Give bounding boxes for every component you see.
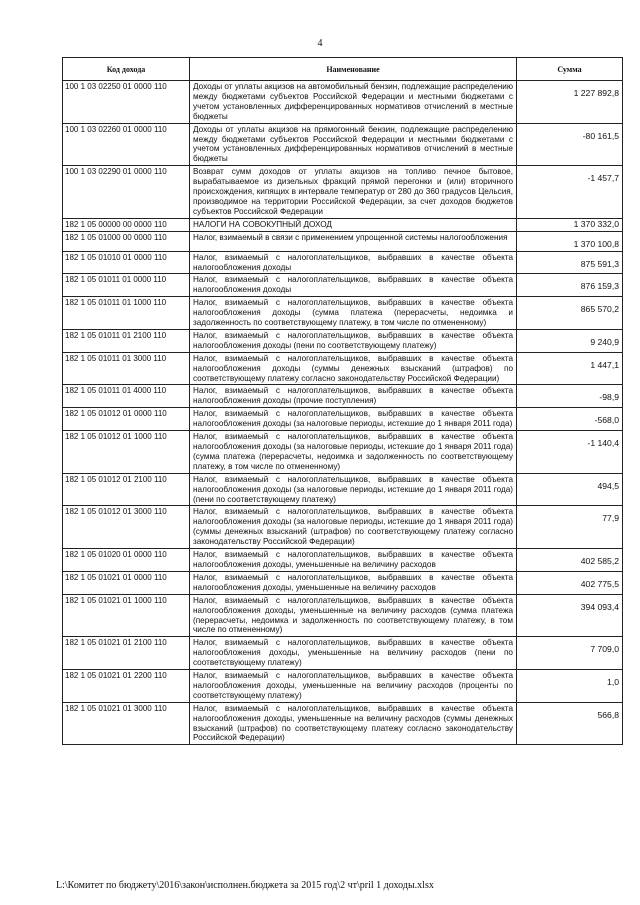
table-row	[63, 506, 623, 549]
table-row	[63, 218, 623, 231]
table-row	[63, 274, 623, 297]
row-sum: 1 447,1	[517, 352, 623, 385]
row-name: Налог, взимаемый с налогоплательщиков, выбравших в качестве объекта налогообложения доходы (суммы денежных взысканий (штрафов) по соответствующему платежу согласно законодательству Российской Федерации)	[190, 352, 517, 385]
row-name: Налог, взимаемый в связи с применением упрощенной системы налогообложения	[190, 231, 517, 251]
row-sum: 865 570,2	[517, 297, 623, 330]
row-code: 182 1 05 00000 00 0000 110	[63, 218, 190, 231]
row-sum: 494,5	[517, 473, 623, 506]
row-code: 182 1 05 01000 00 0000 110	[63, 231, 190, 251]
table-row	[63, 81, 623, 124]
row-name: Доходы от уплаты акцизов на автомобильный бензин, подлежащие распределению между бюджетами субъектов Российской Федерации и местными бюджетами с учетом установленных дифференцированных нормативов отчислений в местные бюджеты	[190, 81, 517, 124]
table-row	[63, 166, 623, 219]
table-row	[63, 637, 623, 670]
table-row	[63, 702, 623, 745]
row-name: Налог, взимаемый с налогоплательщиков, выбравших в качестве объекта налогообложения доходы (за налоговые периоды, истекшие до 1 января 2011 года)	[190, 408, 517, 431]
row-code: 182 1 05 01011 01 1000 110	[63, 297, 190, 330]
row-code: 182 1 05 01012 01 2100 110	[63, 473, 190, 506]
row-sum: 9 240,9	[517, 329, 623, 352]
row-sum: 1 370 332,0	[517, 218, 623, 231]
revenue-table-container	[62, 57, 622, 745]
table-row	[63, 385, 623, 408]
row-sum: 1 227 892,8	[517, 81, 623, 124]
header-code: Код дохода	[63, 58, 190, 81]
row-name: Налог, взимаемый с налогоплательщиков, выбравших в качестве объекта налогообложения доходы	[190, 274, 517, 297]
row-sum: -1 140,4	[517, 431, 623, 474]
row-name: НАЛОГИ НА СОВОКУПНЫЙ ДОХОД	[190, 218, 517, 231]
row-sum: 394 093,4	[517, 594, 623, 637]
row-name: Доходы от уплаты акцизов на прямогонный бензин, подлежащие распределению между бюджетами субъектов Российской Федерации и местными бюджетами с учетом установленных дифференцированных нормативов отчислений в местные бюджеты	[190, 123, 517, 166]
row-sum: -98,9	[517, 385, 623, 408]
table-row	[63, 123, 623, 166]
row-name: Налог, взимаемый с налогоплательщиков, выбравших в качестве объекта налогообложения доходы, уменьшенные на величину расходов (проценты по соответствующему платежу)	[190, 670, 517, 703]
row-code: 182 1 05 01012 01 1000 110	[63, 431, 190, 474]
row-name: Налог, взимаемый с налогоплательщиков, выбравших в качестве объекта налогообложения доходы, уменьшенные на величину расходов (суммы денежных взысканий (штрафов) по соответствующему платежу согласно законодательству Российской Федерации)	[190, 702, 517, 745]
row-code: 182 1 05 01012 01 0000 110	[63, 408, 190, 431]
row-sum: -568,0	[517, 408, 623, 431]
file-path-footer: L:\Комитет по бюджету\2016\закон\исполнен.бюджета за 2015 год\2 чт\pril 1 доходы.xlsx	[56, 880, 434, 891]
row-name: Налог, взимаемый с налогоплательщиков, выбравших в качестве объекта налогообложения доходы	[190, 251, 517, 274]
table-row	[63, 670, 623, 703]
row-name: Налог, взимаемый с налогоплательщиков, выбравших в качестве объекта налогообложения доходы (сумма платежа (перерасчеты, недоимка и задолженность по соответствующему платежу, в том числе по отмененному)	[190, 297, 517, 330]
row-code: 182 1 05 01020 01 0000 110	[63, 549, 190, 572]
row-code: 182 1 05 01021 01 3000 110	[63, 702, 190, 745]
row-sum: 402 775,5	[517, 571, 623, 594]
row-name: Налог, взимаемый с налогоплательщиков, выбравших в качестве объекта налогообложения доходы, уменьшенные на величину расходов (пени по соответствующему платежу)	[190, 637, 517, 670]
row-code: 182 1 05 01021 01 2200 110	[63, 670, 190, 703]
table-row	[63, 549, 623, 572]
row-name: Налог, взимаемый с налогоплательщиков, выбравших в качестве объекта налогообложения доходы, уменьшенные на величину расходов (сумма платежа (перерасчеты, недоимка и задолженность по соответствующему платежу, в том числе по отмененному)	[190, 594, 517, 637]
row-sum: 1,0	[517, 670, 623, 703]
row-code: 182 1 05 01011 01 4000 110	[63, 385, 190, 408]
row-sum: -1 457,7	[517, 166, 623, 219]
header-sum: Сумма	[517, 58, 623, 81]
row-code: 182 1 05 01021 01 2100 110	[63, 637, 190, 670]
row-code: 100 1 03 02290 01 0000 110	[63, 166, 190, 219]
row-sum: 875 591,3	[517, 251, 623, 274]
row-name: Возврат сумм доходов от уплаты акцизов на топливо печное бытовое, вырабатываемое из дизельных фракций прямой перегонки и (или) вторичного происхождения, кипящих в интервале температур от 280 до 360 градусов Цельсия, производимое на территории Российской Федерации, за счет доходов бюджетов субъектов Российской Федерации	[190, 166, 517, 219]
row-sum: 566,8	[517, 702, 623, 745]
table-row	[63, 408, 623, 431]
row-name: Налог, взимаемый с налогоплательщиков, выбравших в качестве объекта налогообложения доходы, уменьшенные на величину расходов	[190, 549, 517, 572]
row-name: Налог, взимаемый с налогоплательщиков, выбравших в качестве объекта налогообложения доходы (за налоговые периоды, истекшие до 1 января 2011 года) (суммы денежных взысканий (штрафов) по соответствующему платежу согласно законодательству Российской Федерации)	[190, 506, 517, 549]
row-code: 182 1 05 01021 01 0000 110	[63, 571, 190, 594]
table-row	[63, 251, 623, 274]
table-header-row	[63, 58, 623, 81]
row-sum: -80 161,5	[517, 123, 623, 166]
row-sum: 7 709,0	[517, 637, 623, 670]
page-number: 4	[317, 38, 323, 49]
table-row	[63, 329, 623, 352]
table-row	[63, 431, 623, 474]
table-row	[63, 473, 623, 506]
table-row	[63, 571, 623, 594]
table-row	[63, 594, 623, 637]
row-sum: 402 585,2	[517, 549, 623, 572]
row-code: 182 1 05 01021 01 1000 110	[63, 594, 190, 637]
row-name: Налог, взимаемый с налогоплательщиков, выбравших в качестве объекта налогообложения доходы (за налоговые периоды, истекшие до 1 января 2011 года) (пени по соответствующему платежу)	[190, 473, 517, 506]
row-sum: 77,9	[517, 506, 623, 549]
row-name: Налог, взимаемый с налогоплательщиков, выбравших в качестве объекта налогообложения доходы (пени по соответствующему платежу)	[190, 329, 517, 352]
table-row	[63, 231, 623, 251]
table-row	[63, 297, 623, 330]
revenue-table	[62, 57, 623, 745]
row-code: 182 1 05 01011 01 0000 110	[63, 274, 190, 297]
row-code: 182 1 05 01011 01 2100 110	[63, 329, 190, 352]
row-code: 182 1 05 01012 01 3000 110	[63, 506, 190, 549]
row-code: 182 1 05 01010 01 0000 110	[63, 251, 190, 274]
row-code: 100 1 03 02260 01 0000 110	[63, 123, 190, 166]
row-name: Налог, взимаемый с налогоплательщиков, выбравших в качестве объекта налогообложения доходы (за налоговые периоды, истекшие до 1 января 2011 года) (сумма платежа (перерасчеты, недоимка и задолженность по соответствующему платежу, в том числе по отмененному)	[190, 431, 517, 474]
table-row	[63, 352, 623, 385]
row-code: 182 1 05 01011 01 3000 110	[63, 352, 190, 385]
row-sum: 876 159,3	[517, 274, 623, 297]
row-name: Налог, взимаемый с налогоплательщиков, выбравших в качестве объекта налогообложения доходы (прочие поступления)	[190, 385, 517, 408]
row-sum: 1 370 100,8	[517, 231, 623, 251]
header-name: Наименование	[190, 58, 517, 81]
row-code: 100 1 03 02250 01 0000 110	[63, 81, 190, 124]
row-name: Налог, взимаемый с налогоплательщиков, выбравших в качестве объекта налогообложения доходы, уменьшенные на величину расходов	[190, 571, 517, 594]
